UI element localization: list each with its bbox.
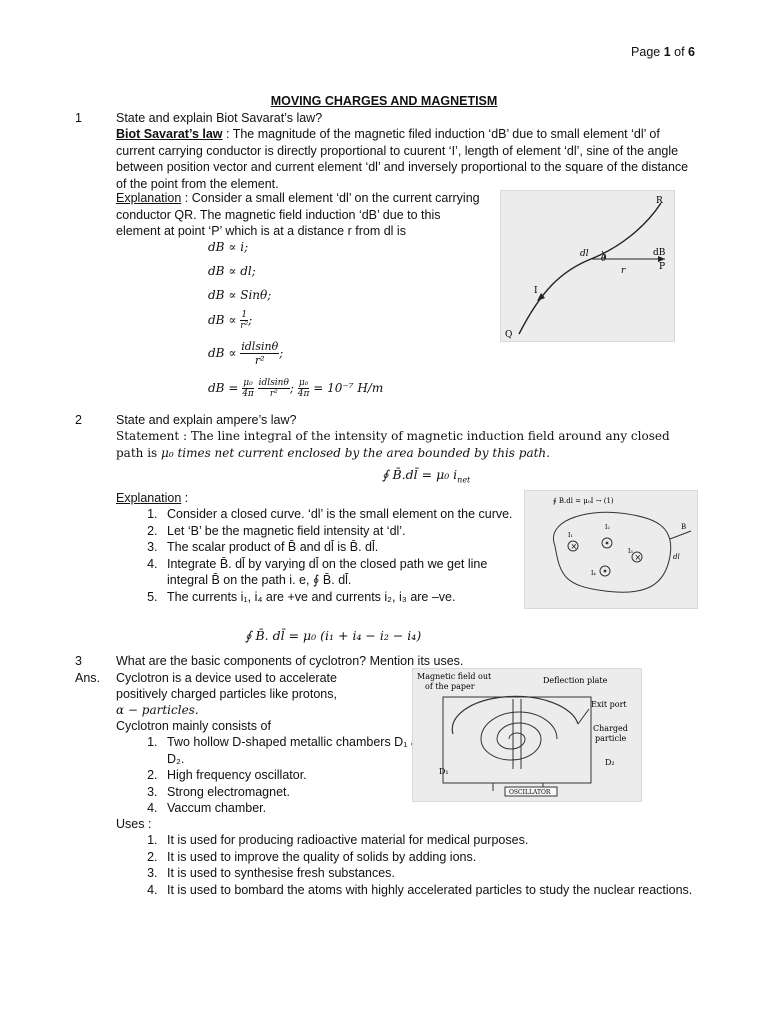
svg-text:OSCILLATOR: OSCILLATOR [509, 789, 551, 796]
svg-text:Magnetic field out: Magnetic field out [417, 672, 492, 681]
ampere-statement: Statement : The line integral of the intensity of magnetic induction field around any closed path is μ₀ times net current enclosed by the area bounded by this path. [116, 429, 670, 460]
svg-text:D₁: D₁ [439, 767, 449, 776]
question-3-text: What are the basic components of cyclotron? Mention its uses. [116, 654, 464, 668]
question-1-number: 1 [75, 111, 82, 125]
label-theta: θ [601, 254, 607, 264]
label-R: R [656, 196, 663, 206]
closed-loop [553, 512, 670, 592]
label-P: P [659, 262, 666, 272]
cyclotron-intro-3: α − particles. [116, 703, 199, 717]
svg-text:Exit port: Exit port [591, 700, 627, 709]
svg-text:×: × [570, 542, 578, 551]
svg-text:I₂: I₂ [605, 524, 610, 531]
explanation-text: : Consider a small element ‘dl’ on the current carrying conductor QR. The magnetic field induction ‘dB’ due to this element at point ‘P’ which is at a distance r from dl is [116, 191, 480, 238]
cyclotron-components-list [116, 734, 451, 817]
svg-text:I₄: I₄ [591, 570, 596, 577]
cyclotron-consists: Cyclotron mainly consists of [116, 719, 271, 733]
component-item: 4. Vaccum chamber. [161, 800, 451, 817]
equation-5: dB ∝ $\frac{\text{idlsinθ}}{\text{r²}}$ ; [208, 340, 284, 367]
svg-text:×: × [634, 553, 642, 562]
question-2-number: 2 [75, 413, 82, 427]
cyclotron-uses-list [116, 832, 741, 898]
question-2-text: State and explain ampere’s law? [116, 413, 297, 427]
label-dl: dl [580, 249, 589, 259]
uses-label: Uses : [116, 817, 152, 831]
use-item: 3. It is used to synthesise fresh substances. [161, 865, 741, 882]
explanation-item: 5. The currents i₁, i₄ are +ve and currents i₂, i₃ are –ve. [161, 589, 531, 606]
figure-caption: ∮ B.dl = μ₀I → (1) [553, 497, 614, 505]
q2-explanation-list [116, 506, 531, 605]
equation-6: dB = $\frac{\text{μ₀}}{4\pi}$ $\frac{\text{idlsinθ}}{\text{r²}}$ ; $\frac{\text{μ₀}}{4\pi}$ = 10⁻⁷ H/m [208, 378, 384, 399]
explanation-item: 4. Integrate B̄. dl̄ by varying dl̄ on the closed path we get line integral B̄ on the path i. e, ∮ B̄. dl̄. [161, 556, 531, 589]
question-3-number: 3 [75, 654, 82, 668]
equation-4: dB ∝ $\frac{1}{\text{r²}}$ ; [208, 310, 253, 331]
answer-label: Ans. [75, 671, 101, 685]
ampere-equation: ∮ B̄.dl̄ = μ₀ $i_{net}$ [382, 467, 471, 485]
q2-explanation-label: Explanation : [116, 491, 189, 505]
svg-text:particle: particle [595, 734, 627, 743]
label-Q: Q [505, 330, 513, 340]
svg-text:D₂: D₂ [605, 758, 615, 767]
component-item: 3. Strong electromagnet. [161, 784, 451, 801]
conductor-curve [519, 203, 661, 334]
biot-savart-figure [500, 190, 675, 342]
use-item: 1. It is used for producing radioactive material for medical purposes. [161, 832, 741, 849]
equation-3: dB ∝ Sinθ; [208, 288, 272, 302]
page-title: MOVING CHARGES AND MAGNETISM [270, 94, 498, 108]
question-1-text: State and explain Biot Savarat’s law? [116, 111, 323, 125]
svg-text:I₁: I₁ [568, 532, 573, 539]
svg-text:Deflection plate: Deflection plate [543, 676, 608, 685]
equation-1: dB ∝ i; [208, 240, 249, 254]
ampere-final-equation: ∮ B̄. dl̄ = μ₀ (i₁ + i₄ − i₂ − i₄) [245, 628, 422, 643]
cyclotron-intro-1: Cyclotron is a device used to accelerate [116, 671, 337, 685]
use-item: 2. It is used to improve the quality of solids by adding ions. [161, 849, 741, 866]
svg-text:B: B [681, 523, 687, 531]
svg-text:dl: dl [673, 553, 680, 561]
law-label: Biot Savarat’s law [116, 127, 223, 141]
svg-text:I₃: I₃ [628, 548, 633, 555]
q1-explanation [116, 190, 488, 240]
explanation-item: 3. The scalar product of B̄ and dl̄ is B̄. dl̄. [161, 539, 531, 556]
component-item: 2. High frequency oscillator. [161, 767, 451, 784]
biot-savart-law-definition [116, 126, 701, 192]
equation-2: dB ∝ dl; [208, 264, 256, 278]
page-number: Page 1 of 6 [631, 45, 695, 59]
svg-text:Charged: Charged [593, 724, 628, 733]
explanation-label: Explanation [116, 191, 182, 205]
law-text: : The magnitude of the magnetic filed induction ‘dB’ due to small element ‘dl’ of current carrying conductor is directly proportional to cuurent ‘I’, length of element ‘dl’, sine of the angle between position vector and current element ‘dl’ and inversely proportional to the square of the distance of the point from the element. [116, 127, 689, 191]
cyclotron-intro-2: positively charged particles like protons, [116, 687, 337, 701]
component-item: 1. Two hollow D-shaped metallic chambers D₁ and D₂. [161, 734, 451, 767]
explanation-item: 2. Let ‘B’ be the magnetic field intensity at ‘dl’. [161, 523, 531, 540]
ampere-loop-figure [524, 490, 698, 609]
explanation-item: 1. Consider a closed curve. ‘dl’ is the small element on the curve. [161, 506, 531, 523]
svg-text:of the paper: of the paper [425, 682, 475, 691]
cyclotron-figure [412, 668, 642, 802]
label-I: I [534, 286, 538, 296]
label-r: r [621, 266, 626, 276]
label-dB: dB [653, 248, 666, 258]
use-item: 4. It is used to bombard the atoms with highly accelerated particles to study the nuclear reactions. [161, 882, 741, 899]
